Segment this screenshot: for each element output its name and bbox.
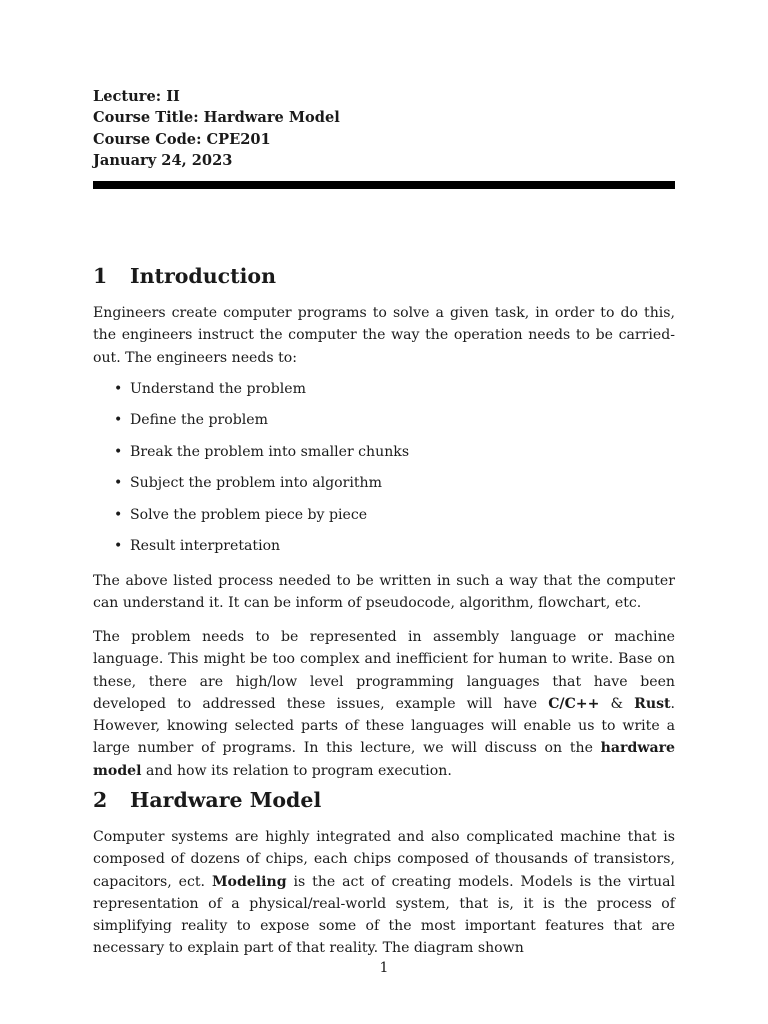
term-rust: Rust: [634, 695, 671, 712]
lecture-header: [93, 86, 675, 171]
header-rule: [93, 181, 675, 189]
section-title: Hardware Model: [130, 788, 322, 812]
term-c-cpp: C/C++: [548, 695, 600, 712]
bullet-icon: •: [114, 381, 123, 397]
bullet-icon: •: [114, 475, 123, 491]
bullet-icon: •: [114, 507, 123, 523]
bullet-icon: •: [114, 412, 123, 428]
section-title: Introduction: [130, 264, 276, 288]
bullet-icon: •: [114, 444, 123, 460]
lecture-number: Lecture: II: [93, 88, 180, 105]
term-modeling: Modeling: [211, 873, 287, 890]
section-heading-introduction: [93, 264, 276, 288]
course-title: Course Title: Hardware Model: [93, 109, 340, 127]
bullet-icon: •: [114, 538, 123, 554]
page-number: 1: [379, 960, 389, 976]
section-heading-hardware-model: [93, 788, 321, 812]
document-page: Lecture: II Course Title: Hardware Model Course Code: CPE201 January 24, 2023 1 Introduction Engineers create computer programs to solve a given task, in order to do this, the engineers instruct the computer the way the operation needs to be carried-out. The engineers needs to: • Understand the problem • Define the problem • Break the problem into smaller chunks • Subject the problem into algorithm • Solve the problem piece by piece • Result interpretation The above listed process needed to be written in such a way that the computer can understand it. It can be inform of pseudocode, algorithm, flowchart, etc. The problem needs to be represented in assembly language or machine language. This might be too complex and inefficient for human to write. Base on these, there are high/low level programming languages that have been developed to addressed these issues, example will have C/C++ & Rust. However, knowing selected parts of these languages will enable us to write a large number of programs. In this lecture, we will discuss on the hardware model and how its relation to program execution. 2 Hardware Model Computer systems are highly integrated and also complicated machine that is composed of dozens of chips, each chips composed of thousands of transistors, capacitors, ect. Modeling is the act of creating models. Models is the virtual representation of a physical/real-world system, that is, it is the process of simplifying reality to expose some of the most important features that are necessary to explain part of that reality. The diagram shown 1: [93, 88, 675, 976]
lecture-date: January 24, 2023: [93, 151, 233, 169]
intro-paragraph: Engineers create computer programs to solve a given task, in order to do this, the engineers instruct the computer the way the operation needs to be carried-out. The engineers needs to:: [93, 305, 675, 366]
term-hardware-model: hardware model: [93, 740, 675, 779]
hardware-paragraph: Computer systems are highly integrated and also complicated machine that is composed of dozens of chips, each chips composed of thousands of transistors, capacitors, ect. Modeling is the act of creating models. Models is the virtual representation of a physical/real-world system, that is, it is the process of simplifying reality to expose some of the most important features that are necessary to explain part of that reality. The diagram shown: [93, 829, 675, 957]
section-number: 2: [93, 788, 108, 812]
process-paragraph: The above listed process needed to be written in such a way that the computer can understand it. It can be inform of pseudocode, algorithm, flowchart, etc.: [93, 573, 675, 612]
course-code: Course Code: CPE201: [93, 130, 271, 148]
languages-paragraph: The problem needs to be represented in assembly language or machine language. This might be too complex and inefficient for human to write. Base on these, there are high/low level programming languages that have been developed to addressed these issues, example will have C/C++ & Rust. However, knowing selected parts of these languages will enable us to write a large number of programs. In this lecture, we will discuss on the hardware model and how its relation to program execution.: [93, 629, 675, 779]
section-number: 1: [93, 264, 108, 288]
